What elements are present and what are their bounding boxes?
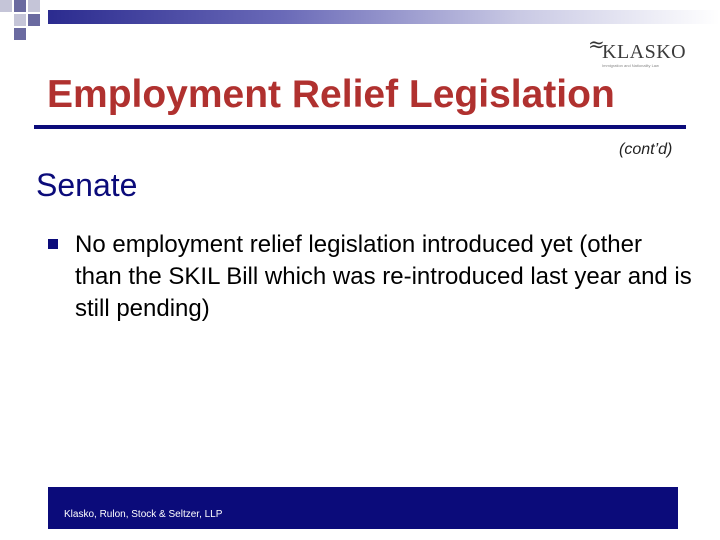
corner-square — [14, 0, 26, 12]
corner-square — [14, 28, 26, 40]
logo-tagline: Immigration and Nationality Law — [602, 63, 659, 68]
square-bullet-icon — [48, 239, 58, 249]
continued-label: (cont’d) — [619, 141, 673, 158]
corner-square — [28, 0, 40, 12]
klasko-logo — [588, 34, 688, 70]
logo-mark: ≈ — [588, 32, 605, 56]
footer-firm-name: Klasko, Rulon, Stock & Seltzer, LLP — [64, 509, 223, 520]
bullet-text: No employment relief legislation introduced yet (other than the SKIL Bill which was re-introduced last year and is still pending) — [75, 231, 692, 322]
title-underline — [34, 125, 686, 129]
corner-square — [28, 14, 40, 26]
logo-name: KLASKO — [602, 41, 687, 63]
top-gradient-band — [48, 10, 720, 24]
slide-title: Employment Relief Legislation — [47, 73, 615, 116]
footer-bar — [48, 487, 678, 529]
section-heading: Senate — [36, 167, 138, 203]
corner-square — [14, 14, 26, 26]
corner-square — [0, 0, 12, 12]
